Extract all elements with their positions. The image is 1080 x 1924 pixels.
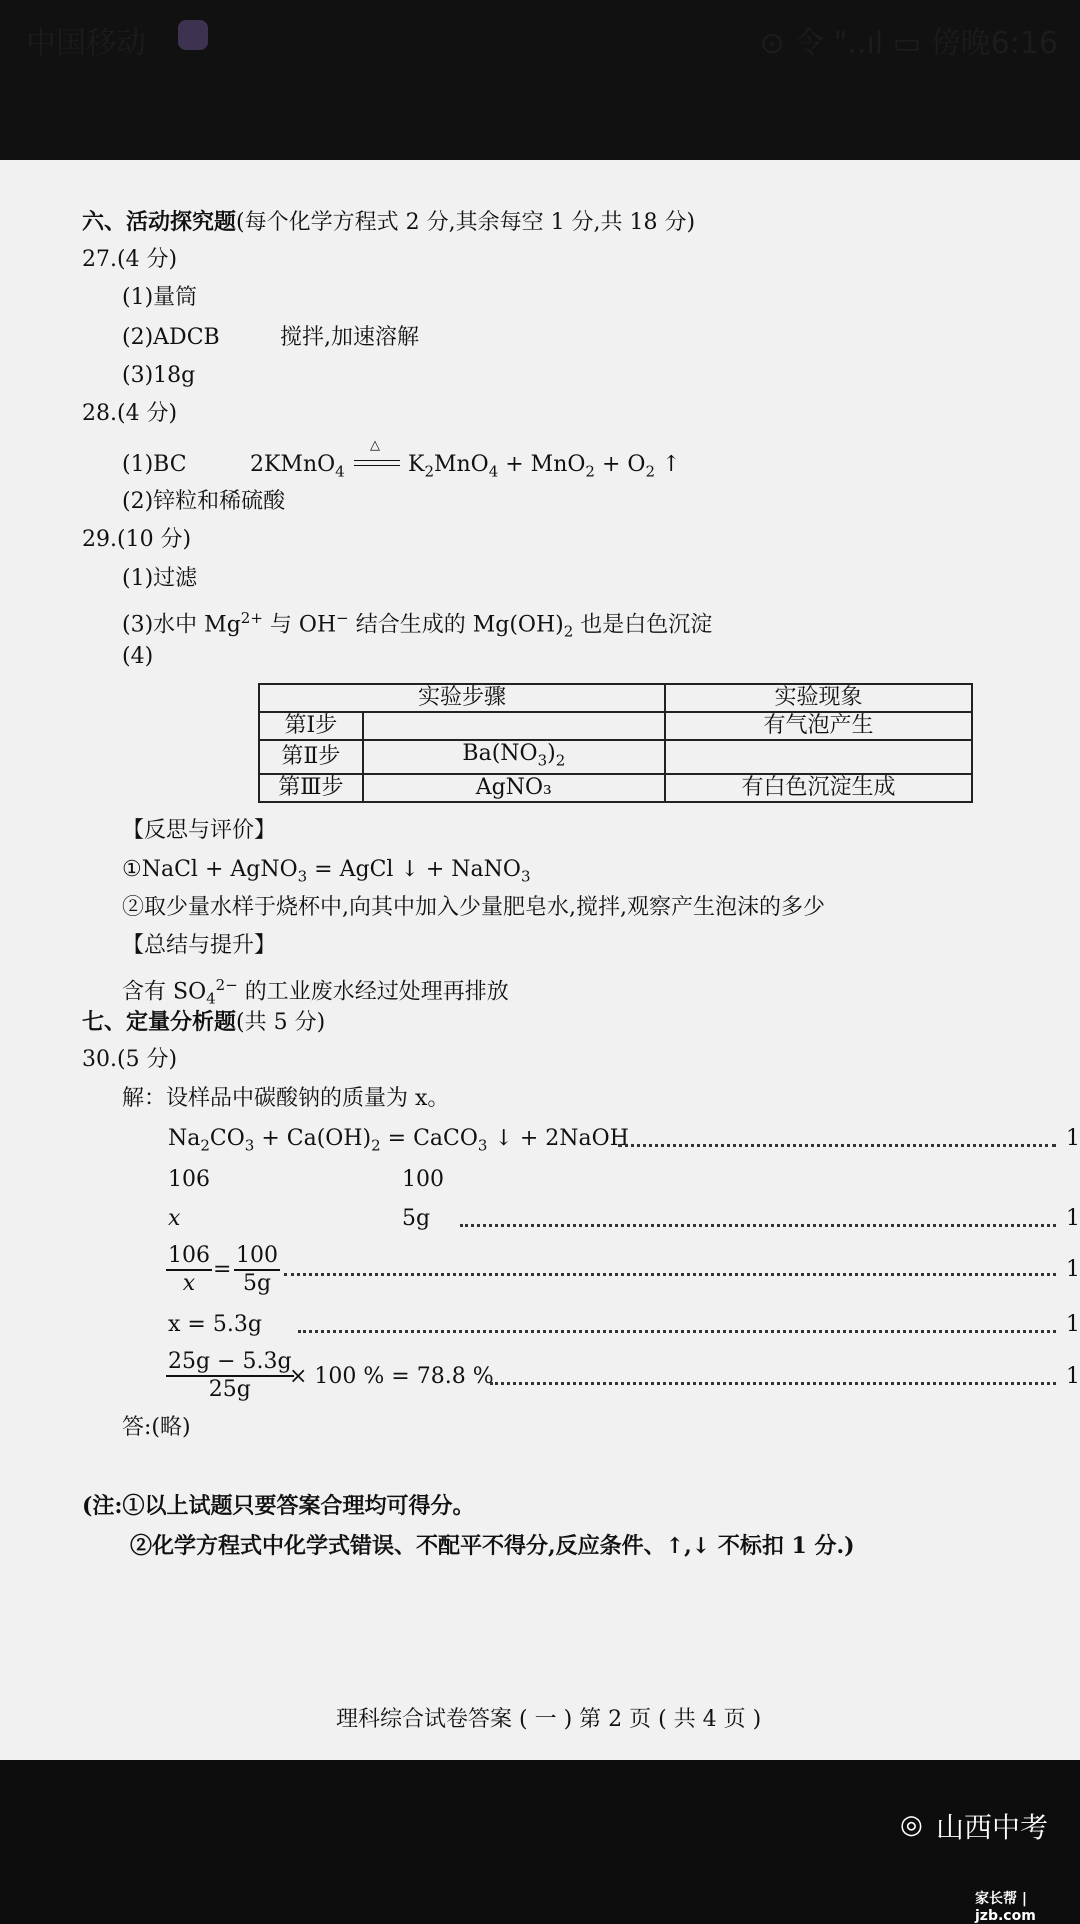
q30-equation: $Na_2CO_3 + Ca(OH)_2$ = CaCO$_3$ ↓ + 2NaOH [168,1126,629,1155]
point-mark: 1 [1066,1206,1080,1231]
q29-a3-prefix: (3)水中 [122,612,205,638]
table-header-steps: 实验步骤 [259,684,665,712]
q30-answer: 答:(略) [122,1415,191,1440]
dotted-leader [460,1224,1056,1227]
section7-title [82,1008,325,1037]
summary-answer: 含有 $SO_4^{2-}$ 的工业废水经过处理再排放 [122,976,509,1008]
bottom-bar [0,1760,1080,1920]
status-indicators: ⊙ 令 "..ıl ▭ 傍晚6:16 [759,26,1058,61]
dotted-leader [490,1382,1056,1385]
table-header-row [259,684,972,712]
q29-answer-1: (1)过滤 [122,566,198,591]
brand-name: 山西中考 [936,1811,1049,1844]
fraction-numerator: 100 [234,1243,280,1271]
dotted-leader [618,1144,1056,1147]
q27-header: 27.(4 分) [82,247,178,272]
note-line-1: (注:①以上试题只要答案合理均可得分。 [82,1493,475,1519]
fraction-100-over-5g [234,1243,280,1297]
table-cell-reagent: $Ba(NO_3)_2$ [363,740,665,774]
fraction-numerator: 25g − 5.3g [166,1349,294,1377]
q28-answer-1-label: (1)BC [122,452,187,477]
q30-molar-mass-caco3: 100 [402,1167,444,1192]
q30-molar-mass-na2co3: 106 [168,1167,210,1192]
q28-equation-rhs: $K_2MnO_4 + MnO_2 + O_2$ ↑ [408,452,681,481]
section7-heading: 七、定量分析题 [82,1009,237,1035]
q30-mass-caco3: 5g [402,1206,431,1231]
fraction-denominator: 5g [242,1271,272,1296]
q30-unknown-x: x [168,1206,181,1231]
equals-sign [354,460,400,466]
table-row [259,712,972,740]
q27-answer-1: (1)量筒 [122,285,198,310]
q30-header: 30.(5 分) [82,1047,178,1072]
fraction-numerator: 106 [166,1243,212,1271]
q28-equation-lhs: 2KMnO$_4$ [250,452,345,481]
point-mark: 1 [1066,1126,1080,1151]
note-line-2: ②化学方程式中化学式错误、不配平不得分,反应条件、↑,↓ 不标扣 1 分.) [130,1533,855,1559]
q29-header: 29.(10 分) [82,527,192,552]
reflection-heading: 【反思与评价】 [122,818,277,843]
q29-a3-with: 与 [269,612,292,638]
carrier-name: 中国移动 [26,26,146,61]
fraction-106-over-x [166,1243,212,1297]
summary-prefix: 含有 [122,979,173,1005]
q29-a3-mid: 结合生成的 [348,612,473,638]
q30-solution: 解：设样品中碳酸钠的质量为 x。 [122,1086,450,1111]
q28-header: 28.(4 分) [82,401,178,426]
summary-heading: 【总结与提升】 [122,933,277,958]
table-cell-step: 第Ⅱ步 [259,740,363,774]
fraction-denominator: x [182,1271,196,1296]
table-row [259,774,972,802]
q27-answer-3: (3)18g [122,363,196,388]
watermark: 家长帮 | jzb.com [975,1891,1036,1924]
table-row [259,740,972,774]
app-notification-icon [178,20,208,50]
point-mark: 1 [1066,1312,1080,1337]
section6-heading: 六、活动探究题 [82,209,237,235]
q29-answer-3: (3)水中 $Mg^{2+}$ 与 OH− 结合生成的 $Mg(OH)_2$ 也是白色沉淀 [122,609,713,641]
table-cell-phenomenon: 有白色沉淀生成 [665,774,972,802]
wechat-icon: ◎ [900,1810,923,1840]
heat-condition-icon: △ [370,438,380,453]
table-cell-reagent [363,712,665,740]
fraction-denominator: 25g [208,1377,251,1402]
experiment-table [258,683,973,803]
q27-answer-2-text: 搅拌,加速溶解 [280,325,419,350]
reflection-equation: ①NaCl + AgNO$_3$ = AgCl ↓ + NaNO$_3$ [122,857,531,886]
section7-note: (共 5 分) [236,1010,326,1035]
q27-answer-2-label: (2)ADCB [122,325,220,350]
reflection-answer-2: ②取少量水样于烧杯中,向其中加入少量肥皂水,搅拌,观察产生泡沫的多少 [122,895,825,920]
dotted-leader [284,1273,1056,1276]
table-cell-phenomenon [665,740,972,774]
table-header-phenomena: 实验现象 [665,684,972,712]
section6-note: (每个化学方程式 2 分,其余每空 1 分,共 18 分) [236,210,696,235]
q29-a3-end: 也是白色沉淀 [573,612,713,638]
q30-result-x: x = 5.3g [168,1312,262,1337]
fraction-purity [166,1349,294,1403]
equals-sign: = [213,1257,232,1282]
table-cell-step: 第Ⅲ步 [259,774,363,802]
q28-answer-2: (2)锌粒和稀硫酸 [122,489,286,514]
q30-percent: × 100 % = 78.8 % [289,1364,494,1389]
table-cell-reagent: AgNO₃ [363,774,665,802]
table-cell-step: 第Ⅰ步 [259,712,363,740]
table-cell-phenomenon: 有气泡产生 [665,712,972,740]
point-mark: 1 [1066,1257,1080,1282]
status-bar [0,0,1080,160]
dotted-leader [298,1330,1056,1333]
summary-suffix: 的工业废水经过处理再排放 [237,979,509,1005]
q29-answer-4: (4) [122,644,154,669]
point-mark: 1 [1066,1364,1080,1389]
section6-title [82,208,695,237]
page-footer: 理科综合试卷答案 ( 一 ) 第 2 页 ( 共 4 页 ) [336,1707,762,1732]
